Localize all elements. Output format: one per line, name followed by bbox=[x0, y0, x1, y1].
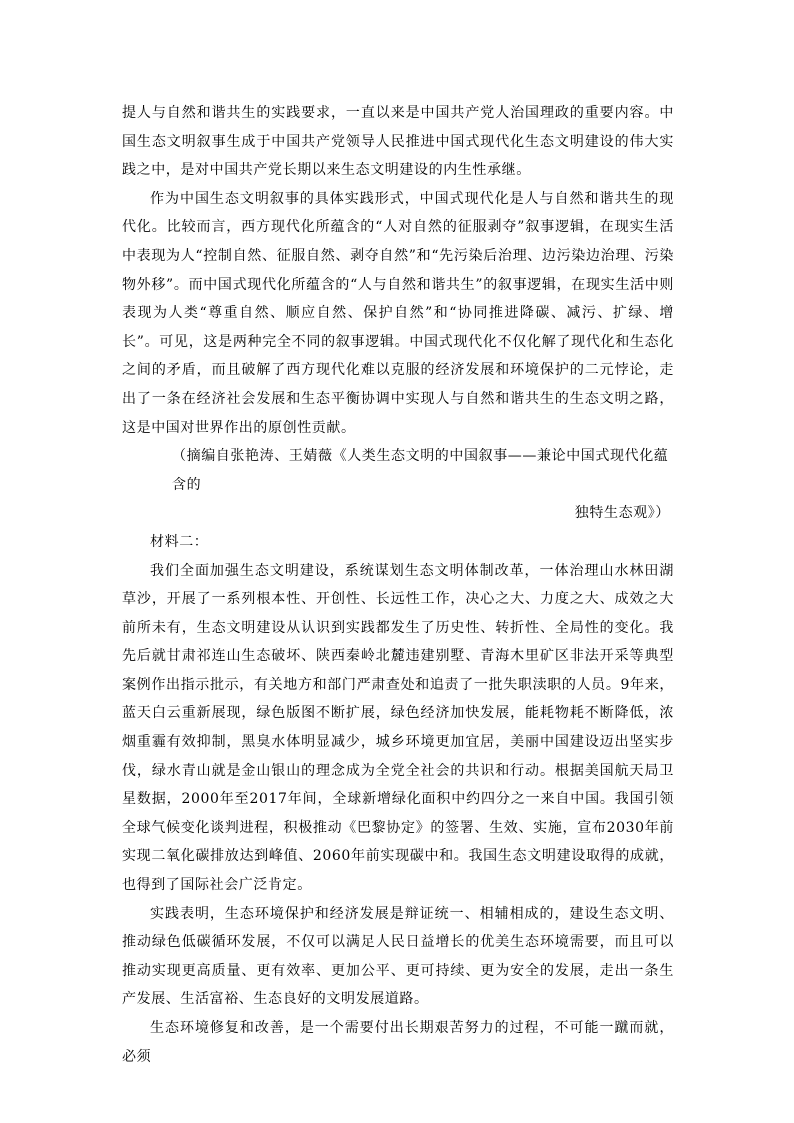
paragraph-3: 我们全面加强生态文明建设，系统谋划生态文明体制改革，一体治理山水林田湖草沙，开展了一系列根本性、开创性、长远性工作，决心之大、力度之大、成效之大前所未有，生态文明建设从认识到实践都发生了历史性、转折性、全局性的变化。我先后就甘肃祁连山生态破坏、陕西秦岭北麓违建别墅、青海木里矿区非法开采等典型案例作出指示批示，有关地方和部门严肃查处和追责了一批失职渎职的人员。9年来，蓝天白云重新展现，绿色版图不断扩展，绿色经济加快发展，能耗物耗不断降低，浓烟重霾有效抑制，黑臭水体明显减少，城乡环境更加宜居，美丽中国建设迈出坚实步伐，绿水青山就是金山银山的理念成为全党全社会的共识和行动。根据美国航天局卫星数据，2000年至2017年间，全球新增绿化面积中约四分之一来自中国。我国引领全球气候变化谈判进程，积极推动《巴黎协定》的签署、生效、实施，宣布2030年前实现二氧化碳排放达到峰值、2060年前实现碳中和。我国生态文明建设取得的成就，也得到了国际社会广泛肯定。 bbox=[122, 562, 674, 894]
citation-line-1: （摘编自张艳涛、王婧薇《人类生态文明的中国叙事——兼论中国式现代化蕴含的 bbox=[172, 448, 669, 493]
paragraph-1: 提人与自然和谐共生的实践要求，一直以来是中国共产党人治国理政的重要内容。中国生态文明叙事生成于中国共产党领导人民推进中国式现代化生态文明建设的伟大实践之中，是对中国共产党长期以来生态文明建设的内生性承继。 bbox=[122, 105, 674, 179]
paragraph-2: 作为中国生态文明叙事的具体实践形式，中国式现代化是人与自然和谐共生的现代化。比较而言，西方现代化所蕴含的“人对自然的征服剥夺”叙事逻辑，在现实生活中表现为人“控制自然、征服自然、剥夺自然”和“先污染后治理、边污染边治理、污染物外移”。而中国式现代化所蕴含的“人与自然和谐共生”的叙事逻辑，在现实生活中则表现为人类“尊重自然、顺应自然、保护自然”和“协同推进降碳、减污、扩绿、增长”。可见，这是两种完全不同的叙事逻辑。中国式现代化不仅化解了现代化和生态化之间的矛盾，而且破解了西方现代化难以克服的经济发展和环境保护的二元悖论，走出了一条在经济社会发展和生态平衡协调中实现人与自然和谐共生的生态文明之路，这是中国对世界作出的原创性贡献。 bbox=[122, 190, 674, 436]
paragraph-4: 实践表明，生态环境保护和经济发展是辩证统一、相辅相成的，建设生态文明、推动绿色低碳循环发展，不仅可以满足人民日益增长的优美生态环境需要，而且可以推动实现更高质量、更有效率、更加公平、更可持续、更为安全的发展，走出一条生产发展、生活富裕、生态良好的文明发展道路。 bbox=[122, 905, 674, 1008]
citation-line-2: 独特生态观》） bbox=[574, 505, 670, 522]
document-body bbox=[122, 99, 674, 1071]
paragraph-5: 生态环境修复和改善，是一个需要付出长期艰苦努力的过程，不可能一蹴而就，必须 bbox=[122, 1020, 674, 1065]
material-2-heading: 材料二： bbox=[150, 533, 209, 550]
